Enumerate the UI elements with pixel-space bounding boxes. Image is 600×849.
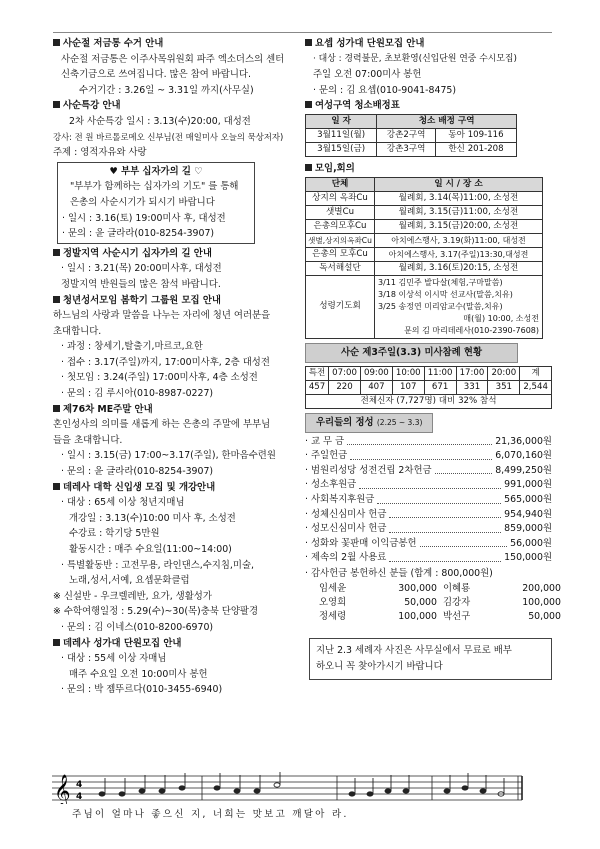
- text-line: · 문의 : 김 이네스(010-8200-6970): [61, 621, 214, 633]
- top-rule: [53, 32, 552, 33]
- offering-row: · 범원리성당 성전건립 2차헌금 8,499,250원: [305, 464, 552, 476]
- table-row: [306, 233, 543, 247]
- svg-text:4: 4: [76, 792, 83, 802]
- section-heading: 모임,회의: [305, 161, 552, 177]
- offering-row: · 성모신심미사 헌금 859,000원: [305, 523, 552, 535]
- text-line: · 일시 : 3.21(목) 20:00미사후, 대성전: [61, 263, 222, 275]
- text-line: 들을 초대합니다.: [53, 434, 123, 446]
- table-row: [306, 275, 543, 338]
- table-cell: 671: [424, 380, 456, 394]
- text-line: 혼인성사의 의미를 새롭게 하는 은총의 주말에 부부님: [53, 419, 271, 431]
- offering-row: · 주일헌금 6,070,160원: [305, 450, 552, 462]
- table-row: [306, 142, 517, 156]
- bullet-square-icon: [53, 639, 60, 646]
- text-line: 초대합니다.: [53, 325, 102, 337]
- text-line: 3/11 김민주 발다살(체험,구마말씀): [378, 277, 503, 287]
- table-row: [306, 380, 552, 394]
- cleaning-table: [305, 114, 517, 157]
- music-notation-image: [52, 772, 524, 804]
- text-line: · 과정 : 창세기,탈출기,마르코,요한: [61, 341, 203, 353]
- text-line: 신축기금으로 쓰여집니다. 많은 참여 바랍니다.: [61, 69, 251, 81]
- table-header-row: [306, 177, 543, 191]
- donor-name: 김강자: [443, 596, 471, 608]
- donor-amount: 100,000: [522, 596, 561, 608]
- offering-row: · 제속의 2월 사용료 150,000원: [305, 552, 552, 564]
- text-line: 문의 김 마리데레사(010-2390-7608): [404, 325, 539, 335]
- table-header: 청소 배정 구역: [377, 114, 517, 128]
- table-header: 20:00: [488, 366, 520, 380]
- text-line: · 문의 : 윤 글라라(010-8254-3907): [62, 228, 215, 240]
- table-cell: 351: [488, 380, 520, 394]
- text-line: 은총의 사순시기가 되시기 바랍니다: [70, 196, 215, 208]
- text-line: 하느님의 사랑과 말씀을 나누는 자리에 청년 여러분을: [53, 310, 271, 322]
- table-cell: 아치에스행사, 3.17(주일)13:30,대성전: [375, 247, 543, 261]
- table-cell: 월례회, 3.16(토)20:15, 소성전: [375, 261, 543, 275]
- table-cell: 강촌3구역: [377, 142, 436, 156]
- table-row: [306, 261, 543, 275]
- table-row: [306, 205, 543, 219]
- text-line: · 대상 : 경력불문, 초보환영(신입단원 연중 수시모집): [313, 53, 517, 64]
- table-cell: 아치에스행사, 3.19(화)11:00, 대성전: [375, 233, 543, 247]
- donor-amount: 100,000: [398, 610, 437, 622]
- bullet-square-icon: [305, 39, 312, 46]
- text-line: 주일 오전 07:00미사 봉헌: [313, 69, 422, 81]
- thanks-grid: [319, 582, 561, 624]
- table-cell: 3월11일(월): [306, 128, 377, 142]
- bullet-square-icon: [53, 249, 60, 256]
- donor-amount: 50,000: [404, 596, 437, 608]
- prayer-meeting-cell: [375, 275, 543, 338]
- svg-text:4: 4: [76, 780, 83, 790]
- section-heading: 요셉 성가대 단원모집 안내: [305, 36, 552, 52]
- section-heading: 데레사 성가대 단원모집 안내: [53, 636, 291, 652]
- bullet-square-icon: [53, 483, 60, 490]
- bullet-square-icon: [305, 101, 312, 108]
- table-cell: 샛별Cu: [306, 205, 375, 219]
- text-line: 지난 2.3 세례자 사진은 사무실에서 무료로 배부: [316, 644, 512, 656]
- text-line: · 문의 : 김 루시아(010-8987-0227): [61, 388, 214, 400]
- table-row: [306, 191, 543, 205]
- text-line: · 문의 : 김 요셉(010-9041-8475): [313, 84, 457, 96]
- table-row: [306, 128, 517, 142]
- offering-row: · 성소후원금 991,000원: [305, 479, 552, 491]
- section-heading: 제76차 ME주말 안내: [53, 402, 291, 418]
- table-header: 일 자: [306, 114, 377, 128]
- box-title: ♥ 부부 십자가의 길 ♡: [109, 165, 203, 177]
- table-cell: 독서해설단: [306, 261, 375, 275]
- text-line: 하오니 꼭 찾아가시기 바랍니다: [316, 660, 443, 672]
- table-header: 07:00: [329, 366, 361, 380]
- treble-clef-icon: 𝄞: [54, 774, 71, 804]
- table-cell: 220: [329, 380, 361, 394]
- text-line: · 대상 : 65세 이상 청년지매님: [61, 497, 185, 509]
- table-header: 일 시 / 장 소: [375, 177, 543, 191]
- donor-amount: 200,000: [522, 582, 561, 594]
- section-heading: 여성구역 청소배정표: [305, 98, 552, 114]
- text-line: 개강일 : 3.13(수)10:00 미사 후, 소성전: [69, 512, 236, 524]
- text-line: 수강료 : 학기당 5만원: [69, 528, 160, 540]
- meetings-table: [305, 177, 543, 339]
- donor-name: 정세령: [319, 610, 347, 622]
- table-row: [306, 394, 552, 408]
- music-staff: [52, 772, 524, 802]
- table-cell: 은총의모후Cu: [306, 219, 375, 233]
- table-cell: 동아 109-116: [435, 128, 516, 142]
- attendance-summary: 전체신자 (7,727명) 대비 32% 참석: [306, 394, 552, 408]
- donor-name: 박선구: [443, 610, 471, 622]
- table-cell: 샛별,상지의옥좌Cu: [306, 233, 375, 247]
- offering-row: · 성체신심미사 헌금 954,940원: [305, 508, 552, 520]
- text-line: · 첫모임 : 3.24(주일) 17:00미사후, 4층 소성전: [61, 372, 258, 384]
- text-line: · 문의 : 윤 글라라(010-8254-3907): [61, 466, 214, 478]
- couple-way-box: [57, 162, 255, 244]
- text-line: · 대상 : 55세 이상 자매님: [61, 653, 167, 665]
- table-cell: 월례회, 3.15(금)20:00, 소성전: [375, 219, 543, 233]
- table-cell: 2,544: [520, 380, 552, 394]
- table-header: 09:00: [360, 366, 392, 380]
- donor-amount: 300,000: [398, 582, 437, 594]
- attendance-table: [305, 366, 552, 409]
- table-cell: 457: [306, 380, 329, 394]
- text-line: · 일시 : 3.16(토) 19:00미사 후, 대성전: [62, 212, 226, 224]
- text-line: 수거기간 : 3.26일 ~ 3.31일 까지(사무실): [79, 84, 254, 96]
- bullet-square-icon: [53, 296, 60, 303]
- text-line: 매(월) 10:00, 소성전: [463, 313, 539, 323]
- bullet-square-icon: [305, 164, 312, 171]
- table-cell: 407: [360, 380, 392, 394]
- text-line: 2차 사순특강 일시 : 3.13(수)20:00, 대성전: [69, 115, 251, 127]
- table-header: 11:00: [424, 366, 456, 380]
- donor-amount: 50,000: [528, 610, 561, 622]
- text-line: 3/18 이상석 이시막 선교사(말씀,치유): [378, 289, 513, 299]
- section-heading: 사순절 저금통 수거 안내: [53, 36, 291, 52]
- text-line: 3/25 송정연 미리암교수(말씀,치유): [378, 301, 503, 311]
- bullet-square-icon: [53, 101, 60, 108]
- text-line: · 특별활동반 : 고전무용, 라인댄스,수지침,미술,: [61, 559, 254, 571]
- table-row: [306, 219, 543, 233]
- right-column: [305, 36, 561, 680]
- song-lyrics: 주님이 얼마나 좋으신 지, 너희는 맛보고 깨달아 라.: [72, 809, 349, 820]
- table-header: 특전: [306, 366, 329, 380]
- photo-notice-box: [309, 638, 552, 680]
- table-header: 10:00: [392, 366, 424, 380]
- table-row: [306, 247, 543, 261]
- offering-title: 우리들의 정성 (2.25 ~ 3.3): [305, 413, 433, 433]
- section-heading: 청년성서모임 봄학기 그룹원 모집 안내: [53, 293, 291, 309]
- section-heading: 데레사 대학 신입생 모집 및 개강안내: [53, 480, 291, 496]
- offering-row: · 성화와 꽃판매 이익금봉헌 56,000원: [305, 537, 552, 549]
- table-cell: 107: [392, 380, 424, 394]
- table-cell: 상지의 옥좌Cu: [306, 191, 375, 205]
- section-heading: 정발지역 사순시기 십자가의 길 안내: [53, 246, 291, 262]
- table-cell: 331: [456, 380, 488, 394]
- attendance-title: 사순 제3주일(3.3) 미사참례 현황: [305, 343, 518, 363]
- table-cell: 월례회, 3.15(금)11:00, 소성전: [375, 205, 543, 219]
- table-cell: 은총의 모후Cu: [306, 247, 375, 261]
- text-line: 주제 : 영적자유와 사랑: [53, 147, 147, 159]
- text-line: ※ 수학여행일정 : 5.29(수)~30(목)충북 단양팔경: [53, 606, 259, 618]
- offering-row: · 사회복지후원금 565,000원: [305, 493, 552, 505]
- text-line: 정발지역 반원들의 많은 참석 바랍니다.: [61, 278, 221, 290]
- text-line: 노래,성서,서예, 요셉문화클럽: [69, 575, 190, 587]
- offering-row: · 교 무 금 21,36,000원: [305, 435, 552, 447]
- donor-name: 이혜룡: [443, 582, 471, 594]
- table-cell: 한신 201-208: [435, 142, 516, 156]
- text-line: · 일시 : 3.15(금) 17:00~3.17(주일), 한마음수련원: [61, 450, 276, 462]
- table-header-row: [306, 114, 517, 128]
- text-line: 매주 수요일 오전 10:00미사 봉헌: [69, 668, 208, 680]
- section-heading: 사순특강 안내: [53, 98, 291, 114]
- donor-name: 임세윤: [319, 582, 347, 594]
- text-line: · 접수 : 3.17(주일)까지, 17:00미사후, 2층 대성전: [61, 356, 270, 368]
- bullet-square-icon: [53, 39, 60, 46]
- table-header: 계: [520, 366, 552, 380]
- text-line: · 문의 : 박 젬뚜르다(010-3455-6940): [61, 684, 223, 696]
- table-cell: 강촌2구역: [377, 128, 436, 142]
- table-header-row: [306, 366, 552, 380]
- left-column: [53, 36, 291, 698]
- table-cell: 월례회, 3.14(목)11:00, 소성전: [375, 191, 543, 205]
- bullet-square-icon: [53, 405, 60, 412]
- text-line: ※ 신설반 - 우크렐레반, 요가, 생활성가: [53, 590, 212, 602]
- text-line: 활동시간 : 매주 수요일(11:00~14:00): [69, 544, 232, 555]
- text-line: 사순절 저금통은 이주사목위원회 파주 엑소더스의 센터: [61, 53, 285, 65]
- donor-name: 오영희: [319, 596, 347, 608]
- table-cell: 3월15일(금): [306, 142, 377, 156]
- text-line: 강사: 전 원 바르톨로메오 신부님(전 매일미사 오늘의 묵상저자): [53, 131, 284, 142]
- table-cell: 성령기도회: [306, 275, 375, 338]
- table-header: 단체: [306, 177, 375, 191]
- thanks-heading: · 감사헌금 봉헌하신 분들 (합계 : 800,000원): [305, 567, 493, 579]
- offering-list: [305, 435, 561, 624]
- text-line: "부부가 함께하는 십자가의 기도" 를 통해: [70, 181, 239, 193]
- table-header: 17:00: [456, 366, 488, 380]
